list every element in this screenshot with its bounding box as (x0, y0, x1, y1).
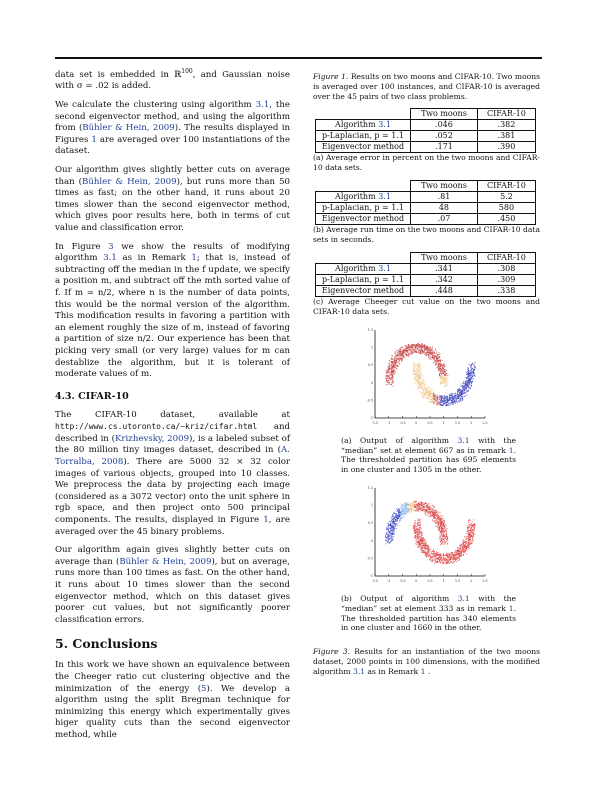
column-header: CIFAR-10 (477, 181, 535, 192)
row-algorithm (316, 120, 536, 131)
svg-text:2: 2 (470, 421, 473, 425)
row-label: p-Laplacian, p = 1.1 (316, 275, 411, 286)
table-cell: .341 (411, 264, 478, 275)
citation-buhler-hein[interactable]: Bühler & Hein, 2009 (82, 176, 177, 187)
svg-text:1: 1 (442, 579, 445, 584)
ref-remark-1[interactable]: 1 (508, 603, 514, 613)
table-cell: .338 (477, 286, 535, 297)
ref-remark-1[interactable]: 1 (508, 445, 514, 455)
row-label: Algorithm 3.1 (316, 192, 411, 203)
figure-3-caption: Figure 3. Results for an instantiation of the two moons dataset, 2000 points in 100 dimensions, with the modified algorithm 3.1 as in Remark 1 . (313, 646, 541, 676)
svg-text:0.5: 0.5 (367, 363, 373, 368)
table-c-caption: (c) Average Cheeger cut value on the two moons and CIFAR-10 data sets. (313, 297, 540, 316)
table-cell: .308 (477, 264, 535, 275)
ref-figure-1[interactable]: 1 (263, 515, 269, 526)
row-label: Eigenvector method (316, 214, 411, 225)
paragraph-cifar-dataset: The CIFAR-10 dataset, available at http://www.cs.utoronto.ca/~kriz/cifar.html and described in (Krizhevsky, 2009), is a labeled subset of the 80 million tiny images dataset, described in (A. Torralba, 2008). There are 5000 32 × 32 color images of various objects, grouped into 10 classes. We preprocess the data by projecting each image (considered as a 3072 vector) onto the unit sphere in rgb space, and then project onto 500 principal components. The results, displayed in Figure 1, are averaged over the 45 binary problems. (55, 409, 290, 537)
svg-text:-1.5: -1.5 (371, 421, 379, 425)
right-column (313, 72, 540, 683)
svg-text:-0.5: -0.5 (399, 579, 406, 584)
scatter-plot-b (363, 484, 488, 586)
svg-text:0.5: 0.5 (367, 521, 373, 526)
table-cell: .450 (477, 214, 535, 225)
ref-algorithm-3-1[interactable]: 3.1 (378, 192, 391, 201)
ref-algorithm-3-1[interactable]: 3.1 (353, 666, 366, 676)
scatter-plot-a (363, 326, 488, 428)
svg-text:0.5: 0.5 (427, 421, 433, 425)
svg-text:1: 1 (370, 345, 373, 350)
svg-text:2.5: 2.5 (482, 421, 488, 425)
paragraph-results: Our algorithm gives slightly better cuts on average than (Bühler & Hein, 2009), but runs more than 50 times as fast; on the other hand, it runs about 20 times slower than the second eigenvector method, which gives poor results here, both in terms of cut value and classification error. (55, 165, 290, 233)
row-label: Algorithm 3.1 (316, 264, 411, 275)
paragraph-embedding: data set is embedded in ℝ$^{100}$, and Gaussian noise with σ = .02 is added. (55, 68, 290, 92)
table-cell: .448 (411, 286, 478, 297)
ref-algorithm-3-1[interactable]: 3.1 (103, 253, 117, 264)
table-b-caption: (b) Average run time on the two moons and CIFAR-10 data sets in seconds. (313, 225, 540, 244)
column-header: Two moons (411, 181, 478, 192)
svg-text:1.5: 1.5 (454, 579, 461, 584)
svg-text:1: 1 (370, 503, 373, 508)
ref-figure-1[interactable]: 1 (91, 134, 97, 145)
ref-figure-3[interactable]: 3 (108, 241, 114, 252)
svg-text:-0.5: -0.5 (366, 398, 373, 403)
row-p-laplacian (316, 131, 536, 142)
table-cell: .046 (411, 120, 478, 131)
svg-text:1.5: 1.5 (367, 328, 373, 332)
figure-3a-caption: (a) Output of algorithm 3.1 with the “median” set at element 667 as in remark 1. The thresholded partition has 695 elements in one cluster and 1305 in the other. (341, 436, 516, 474)
section-heading-cifar: 4.3. CIFAR-10 (55, 390, 129, 402)
column-header: Two moons (411, 109, 478, 120)
row-label: Algorithm 3.1 (316, 120, 411, 131)
row-algorithm (316, 192, 536, 203)
svg-text:-1: -1 (387, 421, 391, 425)
figure-3b-caption: (b) Output of algorithm 3.1 with the “median” set at element 333 as in remark 1. The thresholded partition has 340 elements in one cluster and 1660 in the other. (341, 594, 516, 633)
row-label: Eigenvector method (316, 142, 411, 153)
svg-text:1: 1 (442, 421, 445, 425)
row-eigenvector (316, 214, 536, 225)
paragraph-figure3: In Figure 3 we show the results of modifying algorithm 3.1 as in Remark 1; that is, instead of subtracting off the median in the f update, we specify a position m, and subtract off the mth sorted value of f. If m = n/2, where n is the number of data points, this would be the normal version of the algorithm. This modification results in favoring a partition with an element roughly the size of m, instead of favoring a partition of size n/2. Our experience has been that picking very small (or very large) values for m can destablize the algorithm, but it is tolerant of moderate values of m. (55, 241, 290, 380)
svg-text:-1: -1 (369, 574, 373, 579)
section-heading-conclusions: 5. Conclusions (55, 636, 158, 652)
svg-text:-1: -1 (369, 416, 373, 420)
figure-3 (313, 326, 540, 677)
header-rule (55, 57, 542, 59)
table-cell: .390 (477, 142, 535, 153)
citation-buhler-hein[interactable]: Bühler & Hein, 2009 (119, 556, 212, 567)
row-label: p-Laplacian, p = 1.1 (316, 131, 411, 142)
row-p-laplacian (316, 203, 536, 214)
row-eigenvector (316, 286, 536, 297)
results-table-b (315, 180, 536, 225)
paragraph-conclusions: In this work we have shown an equivalence between the Cheeger ratio cut clustering objective and the minimization of the energy (5). We develop a algorithm using the split Bregman technique for minimizing this energy which experimentally gives higer quality cuts than the second eigenvector method, while (55, 660, 290, 740)
paragraph-clustering: We calculate the clustering using algorithm 3.1, the second eigenvector method, and using the algorithm from (Bühler & Hein, 2009). The results displayed in Figures 1 are averaged over 100 instantiations of the dataset. (55, 100, 290, 157)
table-cell: .81 (411, 192, 478, 203)
svg-text:1.5: 1.5 (367, 486, 373, 491)
two-moons-scatter-b (363, 484, 488, 586)
cifar-url-link[interactable]: http://www.cs.utoronto.ca/~kriz/cifar.html (55, 422, 258, 432)
table-a-caption: (a) Average error in percent on the two moons and CIFAR-10 data sets. (313, 153, 540, 172)
row-eigenvector (316, 142, 536, 153)
ref-algorithm-3-1[interactable]: 3.1 (378, 120, 391, 129)
citation-torralba[interactable]: A. Torralba, 2008 (55, 445, 290, 468)
svg-text:2.5: 2.5 (482, 579, 488, 584)
svg-text:-0.5: -0.5 (399, 421, 406, 425)
svg-text:2: 2 (470, 579, 473, 584)
paragraph-cifar-results: Our algorithm again gives slightly better cuts on average than (Bühler & Hein, 2009), but on average, runs more than 100 times as fast. On the other hand, it runs about 10 times slower than the second eigenvector method, which on this dataset gives poorer cut values, but not significantly poorer classification errors. (55, 545, 290, 625)
ref-algorithm-3-1[interactable]: 3.1 (378, 264, 391, 273)
ref-remark-1[interactable]: 1 (420, 666, 426, 676)
table-cell: 48 (411, 203, 478, 214)
row-label: Eigenvector method (316, 286, 411, 297)
ref-algorithm-3-1[interactable]: 3.1 (255, 100, 270, 111)
table-cell: .052 (411, 131, 478, 142)
column-header: Two moons (411, 253, 478, 264)
row-p-laplacian (316, 275, 536, 286)
svg-text:0: 0 (370, 380, 373, 385)
svg-text:0.5: 0.5 (427, 579, 433, 584)
svg-text:-0.5: -0.5 (366, 556, 373, 561)
left-column (55, 66, 290, 749)
row-algorithm (316, 264, 536, 275)
svg-text:-1: -1 (387, 579, 391, 584)
figure-1-caption: Figure 1. Results on two moons and CIFAR-10. Two moons is averaged over 100 instances, and CIFAR-10 is averaged over the 45 pairs of two class problems. (313, 72, 540, 101)
ref-algorithm-3-1[interactable]: 3.1 (457, 594, 470, 604)
table-cell: .171 (411, 142, 478, 153)
ref-remark-1[interactable]: 1 (191, 253, 197, 264)
svg-text:1.5: 1.5 (454, 421, 461, 425)
table-cell: 5.2 (477, 192, 535, 203)
svg-text:0: 0 (370, 539, 373, 544)
table-cell: .309 (477, 275, 535, 286)
svg-text:-1.5: -1.5 (371, 579, 379, 584)
results-table-a (315, 108, 536, 153)
svg-text:0: 0 (415, 421, 418, 425)
row-label: p-Laplacian, p = 1.1 (316, 203, 411, 214)
ref-equation-5[interactable]: 5 (201, 683, 207, 694)
figure-1-tables (313, 108, 540, 316)
column-header: CIFAR-10 (477, 109, 535, 120)
citation-krizhevsky[interactable]: Krizhevsky, 2009 (115, 433, 190, 444)
citation-buhler-hein[interactable]: Bühler & Hein, 2009 (82, 123, 175, 134)
column-header: CIFAR-10 (477, 253, 535, 264)
ref-algorithm-3-1[interactable]: 3.1 (457, 436, 470, 445)
two-moons-scatter-a (363, 326, 488, 428)
table-cell: .381 (477, 131, 535, 142)
svg-text:0: 0 (415, 579, 418, 584)
table-cell: .07 (411, 214, 478, 225)
table-cell: 580 (477, 203, 535, 214)
results-table-c (315, 252, 536, 297)
table-cell: .382 (477, 120, 535, 131)
table-cell: .342 (411, 275, 478, 286)
